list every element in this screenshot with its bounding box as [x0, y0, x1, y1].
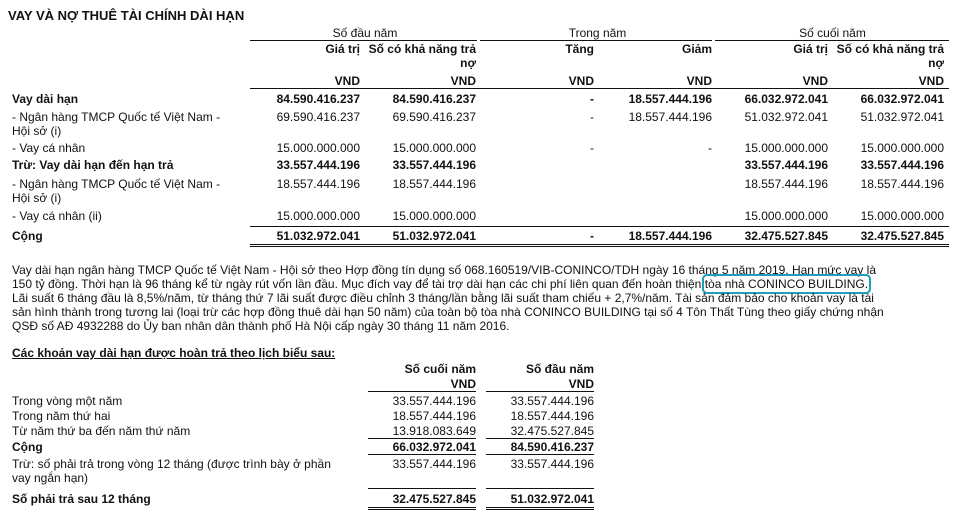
schedule-total-rule [486, 509, 594, 510]
schedule-total-rule [368, 507, 476, 508]
schedule-total-rule [486, 488, 594, 489]
cell-value: 32.475.527.845 [744, 229, 828, 243]
cell-value: - [590, 110, 594, 124]
total-rule-bottom [250, 244, 949, 245]
cell-value: 66.032.972.041 [744, 92, 828, 106]
schedule-row-label: Từ năm thứ ba đến năm thứ năm [12, 424, 191, 438]
col-header-value: Giá trị [793, 42, 828, 56]
schedule-sum-rule [486, 454, 594, 455]
note-line: Lãi suất 6 tháng đầu là 8,5%/năm, từ tháng thứ 7 lãi suất được điều chỉnh 3 tháng/lần bằng lãi suất tham chiếu + 2,7%/năm. Tài sản đảm bảo cho khoản vay là tài [12, 291, 874, 305]
cell-value: 15.000.000.000 [392, 141, 476, 155]
cell-value: 51.032.972.041 [860, 110, 944, 124]
schedule-row-label: Cộng [12, 440, 43, 454]
cell-value: 18.557.444.196 [392, 177, 476, 191]
schedule-row-label: Trừ: số phải trả trong vòng 12 tháng (được trình bày ở phần [12, 457, 331, 471]
group-header-closing: Số cuối năm [799, 26, 866, 40]
group-rule [480, 40, 712, 41]
col-header-increase: Tăng [565, 42, 594, 56]
note-line: Vay dài hạn ngân hàng TMCP Quốc tế Việt Nam - Hội sở theo Hợp đồng tín dụng số 068.160519/VIB-CONINCO/TDH ngày 16 tháng 5 năm 2019. Hạn mức vay là [12, 263, 877, 277]
unit-label: VND [568, 377, 594, 391]
row-label: - Vay cá nhân (ii) [12, 209, 102, 223]
row-label: - Ngân hàng TMCP Quốc tế Việt Nam - [12, 177, 221, 191]
schedule-sum-rule [486, 438, 594, 439]
cell-value: 18.557.444.196 [744, 177, 828, 191]
section-title: VAY VÀ NỢ THUÊ TÀI CHÍNH DÀI HẠN [8, 8, 245, 23]
cell-value: 33.557.444.196 [510, 457, 594, 471]
schedule-row-label-cont: vay ngắn hạn) [12, 471, 89, 485]
unit-label: VND [450, 74, 476, 88]
schedule-heading: Các khoản vay dài hạn được hoàn trả theo lịch biểu sau: [12, 346, 336, 360]
cell-value: 51.032.972.041 [744, 110, 828, 124]
group-rule [250, 40, 477, 41]
unit-label: VND [568, 74, 594, 88]
cell-value: - [590, 92, 594, 106]
cell-value: 32.475.527.845 [860, 229, 944, 243]
note-line: QSĐ số AĐ 4932288 do Ủy ban nhân dân thành phố Hà Nội cấp ngày 30 tháng 11 năm 2016. [12, 319, 510, 333]
cell-value: 51.032.972.041 [276, 229, 360, 243]
cell-value: 69.590.416.237 [276, 110, 360, 124]
unit-label: VND [686, 74, 712, 88]
cell-value: 18.557.444.196 [628, 92, 712, 106]
cell-value: 15.000.000.000 [860, 141, 944, 155]
schedule-header-rule [368, 391, 476, 392]
cell-value: 15.000.000.000 [392, 209, 476, 223]
cell-value: 33.557.444.196 [510, 394, 594, 408]
header-rule [250, 88, 949, 89]
total-rule-bottom [250, 246, 949, 247]
cell-value: 32.475.527.845 [510, 424, 594, 438]
cell-value: 18.557.444.196 [392, 409, 476, 423]
cell-value: 33.557.444.196 [276, 158, 360, 172]
cell-value: 18.557.444.196 [628, 229, 712, 243]
row-label-cont: Hội sở (i) [12, 124, 62, 138]
cell-value: 33.557.444.196 [392, 394, 476, 408]
col-header-decrease: Giảm [681, 42, 712, 56]
cell-value: 66.032.972.041 [392, 440, 476, 454]
cell-value: 18.557.444.196 [628, 110, 712, 124]
schedule-total-rule [368, 509, 476, 510]
schedule-col-header: Số cuối năm [404, 362, 476, 376]
cell-value: 15.000.000.000 [860, 209, 944, 223]
schedule-sum-rule [368, 438, 476, 439]
cell-value: 84.590.416.237 [510, 440, 594, 454]
cell-value: - [590, 229, 594, 243]
cell-value: 66.032.972.041 [860, 92, 944, 106]
unit-label: VND [918, 74, 944, 88]
unit-label: VND [802, 74, 828, 88]
note-text: 150 tỷ đồng. Thời hạn là 96 tháng kể từ ngày rút vốn lần đầu. Mục đích vay để tài trợ dài hạn các chi phí liên quan đến hoàn thiện [12, 277, 702, 291]
cell-value: 33.557.444.196 [860, 158, 944, 172]
schedule-row-label: Trong vòng một năm [12, 394, 123, 408]
note-line: sản hình thành trong tương lai (loại trừ các hợp đồng thuê dài hạn 50 năm) của toàn bộ tòa nhà CONINCO BUILDING tại số 4 Tôn Thất Tùng theo giấy chứng nhận [12, 305, 884, 319]
col-header-repayable: Số có khả năng trả nợ [368, 42, 476, 70]
unit-label: VND [450, 377, 476, 391]
cell-value: 33.557.444.196 [392, 457, 476, 471]
cell-value: 69.590.416.237 [392, 110, 476, 124]
row-label: Vay dài hạn [12, 92, 79, 106]
cell-value: - [708, 141, 712, 155]
group-header-opening: Số đầu năm [332, 26, 398, 40]
cell-value: 18.557.444.196 [510, 409, 594, 423]
total-rule-top [250, 226, 949, 227]
col-header-repayable: Số có khả năng trả nợ [836, 42, 944, 70]
schedule-row-label: Trong năm thứ hai [12, 409, 111, 423]
cell-value: 51.032.972.041 [392, 229, 476, 243]
cell-value: 84.590.416.237 [392, 92, 476, 106]
unit-label: VND [334, 74, 360, 88]
cell-value: 33.557.444.196 [744, 158, 828, 172]
cell-value: 15.000.000.000 [276, 209, 360, 223]
cell-value: 32.475.527.845 [392, 492, 476, 506]
schedule-total-rule [486, 507, 594, 508]
cell-value: 15.000.000.000 [276, 141, 360, 155]
cell-value: 51.032.972.041 [510, 492, 594, 506]
row-label: Trừ: Vay dài hạn đến hạn trả [12, 158, 174, 172]
schedule-col-header: Số đầu năm [525, 362, 594, 376]
cell-value: 18.557.444.196 [860, 177, 944, 191]
cell-value: 18.557.444.196 [276, 177, 360, 191]
schedule-row-label: Số phải trả sau 12 tháng [12, 492, 151, 506]
col-header-value: Giá trị [325, 42, 360, 56]
highlighted-text: tòa nhà CONINCO BUILDING. [704, 277, 869, 291]
row-label: - Vay cá nhân [12, 141, 86, 155]
cell-value: - [590, 141, 594, 155]
cell-value: 15.000.000.000 [744, 209, 828, 223]
row-label: - Ngân hàng TMCP Quốc tế Việt Nam - [12, 110, 221, 124]
cell-value: 13.918.083.649 [392, 424, 476, 438]
row-label: Cộng [12, 229, 43, 243]
schedule-sum-rule [368, 454, 476, 455]
schedule-header-rule [486, 391, 594, 392]
row-label-cont: Hội sở (i) [12, 191, 62, 205]
cell-value: 15.000.000.000 [744, 141, 828, 155]
cell-value: 84.590.416.237 [276, 92, 360, 106]
group-rule [715, 40, 949, 41]
cell-value: 33.557.444.196 [392, 158, 476, 172]
group-header-in-year: Trong năm [568, 26, 627, 40]
schedule-total-rule [368, 488, 476, 489]
note-line [12, 277, 868, 291]
